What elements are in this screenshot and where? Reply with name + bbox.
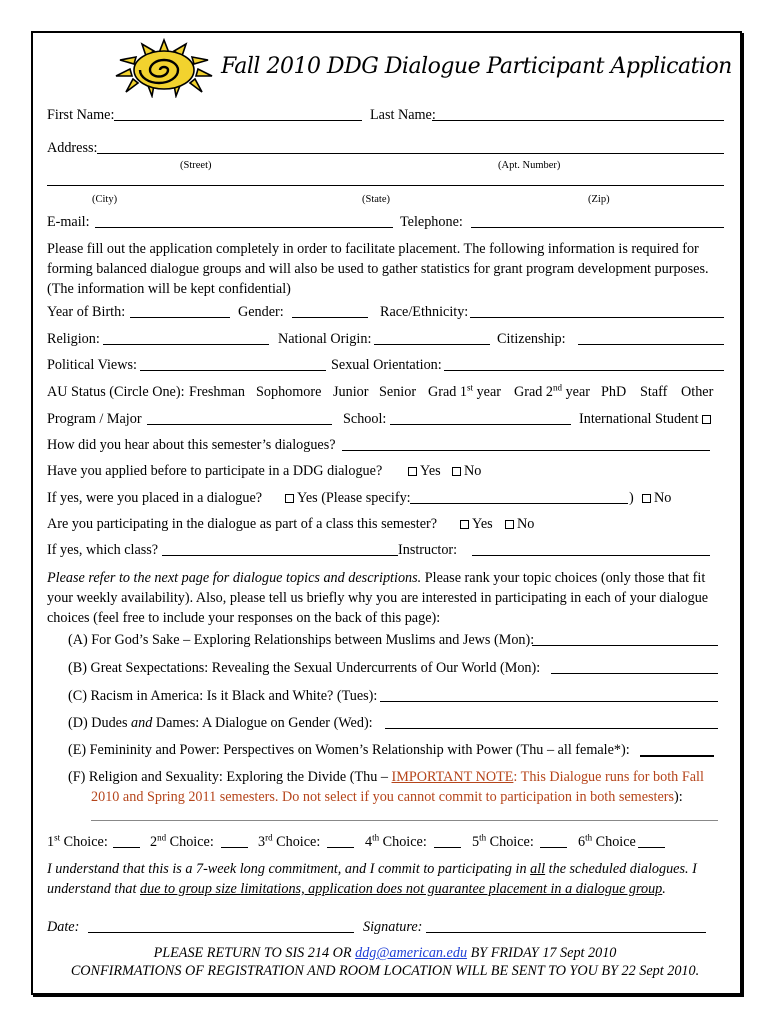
topic-b <box>68 660 540 677</box>
topic-e-title: (E) Femininity and Power: Perspectives on Women’s Relationship with Power <box>68 742 513 758</box>
commitment-all: all <box>530 861 546 877</box>
rank-italic: Please refer to the next page for dialogue topics and descriptions. <box>47 570 422 586</box>
topic-d-title-2: Dames: A Dialogue on Gender <box>152 715 331 731</box>
class-no-label: No <box>517 516 535 532</box>
class-no-option[interactable] <box>505 516 534 533</box>
choice-4-num: 4 <box>365 834 373 850</box>
choice-3-field[interactable] <box>327 847 354 848</box>
which-class-field[interactable] <box>162 555 398 556</box>
first-name-field[interactable] <box>114 120 362 121</box>
footer-deadline: BY FRIDAY 17 Sept 2010 <box>467 945 617 961</box>
class-yes-label: Yes <box>472 516 493 532</box>
topic-a-day: (Mon): <box>490 632 535 648</box>
status-senior[interactable]: Senior <box>379 384 417 400</box>
political-views-field[interactable] <box>140 370 326 371</box>
intro-text: Please fill out the application completely in order to facilitate placement. The following information is required for forming balanced dialogue groups and will also be used to gather statistics for grant program development purposes. (The information will be kept confidential) <box>47 241 709 297</box>
grad1-sup: st <box>467 382 474 393</box>
commitment-p1: I understand that this is a 7-week long commitment, and I commit to participating in <box>47 861 531 877</box>
choice-5-sup: th <box>479 832 487 843</box>
footer-return <box>0 945 770 962</box>
topic-f-note-2: 2010 and Spring 2011 semesters. Do not select if you cannot commit to participation in both semesters <box>91 789 675 805</box>
footer-confirmations: CONFIRMATIONS OF REGISTRATION AND ROOM LOCATION WILL BE SENT TO YOU BY 22 Sept 2010. <box>70 963 700 979</box>
school-label: School: <box>343 411 387 427</box>
choice-3 <box>258 834 320 851</box>
topic-d-title-1: (D) Dudes <box>68 715 132 731</box>
political-views-label: Political Views: <box>47 357 137 373</box>
footer-return-text: PLEASE RETURN TO SIS 214 OR <box>153 945 356 961</box>
last-name-field[interactable] <box>432 120 724 121</box>
topic-f <box>68 769 704 786</box>
last-name-label: Last Name: <box>370 107 436 123</box>
class-yes-option[interactable] <box>460 516 493 533</box>
choice-6 <box>578 834 636 851</box>
date-label: Date: <box>47 919 80 935</box>
choice-4-sup: th <box>372 832 380 843</box>
choice-3-sup: rd <box>265 832 273 843</box>
topic-f-title: (F) Religion and Sexuality: Exploring the Divide <box>68 769 347 785</box>
topic-b-day: (Mon): <box>496 660 541 676</box>
religion-field[interactable] <box>103 344 269 345</box>
topic-f-field[interactable] <box>91 820 718 821</box>
sexual-orientation-label: Sexual Orientation: <box>331 357 442 373</box>
year-of-birth-field[interactable] <box>130 317 230 318</box>
grad2-text: Grad 2 <box>514 384 554 400</box>
choice-2 <box>150 834 214 851</box>
topic-f-day: (Thu – <box>346 769 392 785</box>
placed-no-option[interactable] <box>642 490 671 507</box>
topic-d-day: (Wed): <box>330 715 373 731</box>
which-class-label: If yes, which class? <box>47 542 159 558</box>
program-major-label: Program / Major <box>47 411 142 427</box>
grad2-tail: year <box>562 384 590 400</box>
choice-1-num: 1 <box>47 834 55 850</box>
gender-field[interactable] <box>292 317 368 318</box>
status-other[interactable]: Other <box>681 384 714 400</box>
race-label: Race/Ethnicity: <box>380 304 469 320</box>
topic-e-field[interactable] <box>640 755 714 757</box>
signature-field[interactable] <box>426 932 706 933</box>
grad1-text: Grad 1 <box>428 384 468 400</box>
zip-caption: (Zip) <box>588 194 610 205</box>
grad2-sup: nd <box>553 382 563 393</box>
topic-e <box>68 742 630 759</box>
choice-2-field[interactable] <box>221 847 248 848</box>
class-label: Are you participating in the dialogue as part of a class this semester? <box>47 516 438 532</box>
apt-caption: (Apt. Number) <box>498 160 561 171</box>
applied-no-checkbox[interactable] <box>452 467 461 476</box>
topic-c-title: (C) Racism in America: Is it Black and White? <box>68 688 334 704</box>
class-no-checkbox[interactable] <box>505 520 514 529</box>
date-field[interactable] <box>88 932 354 933</box>
national-origin-label: National Origin: <box>278 331 372 347</box>
topic-a <box>68 632 534 649</box>
placed-yes-option[interactable] <box>285 490 411 507</box>
applied-no-label: No <box>464 463 482 479</box>
au-status-hint: (Circle One): <box>109 384 185 400</box>
topic-e-day: (Thu – all female*): <box>512 742 630 758</box>
topic-d-and: and <box>131 715 153 731</box>
school-field[interactable] <box>390 424 571 425</box>
status-phd[interactable]: PhD <box>601 384 627 400</box>
choice-4-field[interactable] <box>434 847 461 848</box>
commitment-p3: . <box>662 881 666 897</box>
status-grad-1[interactable] <box>428 384 501 401</box>
placed-yes-checkbox[interactable] <box>285 494 294 503</box>
telephone-field[interactable] <box>471 227 724 228</box>
choice-4-label: Choice: <box>379 834 427 850</box>
class-yes-checkbox[interactable] <box>460 520 469 529</box>
choice-6-label: Choice <box>592 834 636 850</box>
placed-no-label: No <box>654 490 672 506</box>
choice-5-num: 5 <box>472 834 480 850</box>
placed-yes-label: Yes (Please specify: <box>297 490 411 506</box>
status-junior[interactable]: Junior <box>333 384 369 400</box>
choice-5 <box>472 834 534 851</box>
telephone-label: Telephone: <box>400 214 463 230</box>
choice-6-sup: th <box>585 832 593 843</box>
choice-1-field[interactable] <box>113 847 140 848</box>
choice-1-label: Choice: <box>60 834 108 850</box>
national-origin-field[interactable] <box>374 344 490 345</box>
applied-before-label: Have you applied before to participate in a DDG dialogue? <box>47 463 383 479</box>
sun-logo <box>112 38 216 98</box>
international-student-checkbox[interactable] <box>702 415 711 424</box>
state-caption: (State) <box>362 194 390 205</box>
choice-3-num: 3 <box>258 834 266 850</box>
choice-1-sup: st <box>54 832 61 843</box>
commitment-limit: due to group size limitations, application does not guarantee placement in a dialogue group <box>140 881 663 897</box>
first-name-label: First Name: <box>47 107 115 123</box>
international-student-label: International Student <box>579 411 699 427</box>
topic-b-title: (B) Great Sexpectations: Revealing the Sexual Undercurrents of Our World <box>68 660 497 676</box>
choice-2-num: 2 <box>150 834 158 850</box>
topic-b-field[interactable] <box>551 673 718 674</box>
placed-specify-field[interactable] <box>410 503 628 504</box>
placed-label: If yes, were you placed in a dialogue? <box>47 490 263 506</box>
email-field[interactable] <box>95 227 393 228</box>
choice-2-sup: nd <box>157 832 167 843</box>
au-status-label: AU Status <box>47 384 106 400</box>
topic-d <box>68 715 373 732</box>
topic-f-important-note: IMPORTANT NOTE <box>391 769 514 785</box>
status-sophomore[interactable]: Sophomore <box>256 384 322 400</box>
topic-c-field[interactable] <box>380 701 718 702</box>
applied-yes-label: Yes <box>420 463 441 479</box>
international-student-option[interactable] <box>579 411 714 428</box>
choice-4 <box>365 834 427 851</box>
choice-2-label: Choice: <box>166 834 214 850</box>
topic-a-field[interactable] <box>532 645 718 646</box>
rank-text: Please rank your topic choices (only those that fit your weekly availability). Also, please tell us briefly why you are interested in participating in each of your dialogue choices (feel free to include your responses on the back of this page): <box>47 570 709 626</box>
status-staff[interactable]: Staff <box>640 384 668 400</box>
form-title: Fall 2010 DDG Dialogue Participant Application <box>221 54 732 79</box>
address-street-field[interactable] <box>97 153 724 154</box>
applied-yes-checkbox[interactable] <box>408 467 417 476</box>
choice-1 <box>47 834 108 851</box>
au-status-row <box>47 384 185 401</box>
choice-3-label: Choice: <box>272 834 321 850</box>
program-major-field[interactable] <box>147 424 332 425</box>
topic-d-field[interactable] <box>385 728 718 729</box>
status-freshman[interactable]: Freshman <box>189 384 245 400</box>
topic-c-day: (Tues): <box>333 688 378 704</box>
hear-field[interactable] <box>342 450 710 451</box>
placed-close-paren: ) <box>629 490 634 506</box>
address-label: Address: <box>47 140 98 156</box>
signature-label: Signature: <box>363 919 423 935</box>
email-label: E-mail: <box>47 214 90 230</box>
topic-f-end: ): <box>674 789 683 805</box>
street-caption: (Street) <box>180 160 212 171</box>
race-field[interactable] <box>470 317 724 318</box>
choice-5-field[interactable] <box>540 847 567 848</box>
commitment-text <box>47 859 727 899</box>
commitment-p2: the scheduled dialogues. I understand that <box>47 861 697 897</box>
address-city-field[interactable] <box>47 185 724 186</box>
instructor-label: Instructor: <box>398 542 458 558</box>
choice-6-num: 6 <box>578 834 586 850</box>
year-of-birth-label: Year of Birth: <box>47 304 126 320</box>
choice-6-field[interactable] <box>638 847 665 848</box>
instructor-field[interactable] <box>472 555 710 556</box>
topic-f-note-1: : This Dialogue runs for both Fall <box>513 769 704 785</box>
citizenship-field[interactable] <box>578 344 724 345</box>
footer-email-link[interactable]: ddg@american.edu <box>355 945 468 961</box>
topic-a-title: (A) For God’s Sake – Exploring Relationships between Muslims and Jews <box>68 632 491 648</box>
grad1-tail: year <box>473 384 501 400</box>
status-grad-2[interactable] <box>514 384 590 401</box>
applied-no-option[interactable] <box>452 463 481 480</box>
placed-no-checkbox[interactable] <box>642 494 651 503</box>
choice-5-label: Choice: <box>486 834 534 850</box>
city-caption: (City) <box>92 194 118 205</box>
topic-f-line2 <box>91 789 683 806</box>
gender-label: Gender: <box>238 304 284 320</box>
topic-c <box>68 688 377 705</box>
sexual-orientation-field[interactable] <box>444 370 724 371</box>
applied-yes-option[interactable] <box>408 463 441 480</box>
citizenship-label: Citizenship: <box>497 331 566 347</box>
rank-instructions <box>47 568 727 628</box>
hear-label: How did you hear about this semester’s dialogues? <box>47 437 336 453</box>
religion-label: Religion: <box>47 331 100 347</box>
